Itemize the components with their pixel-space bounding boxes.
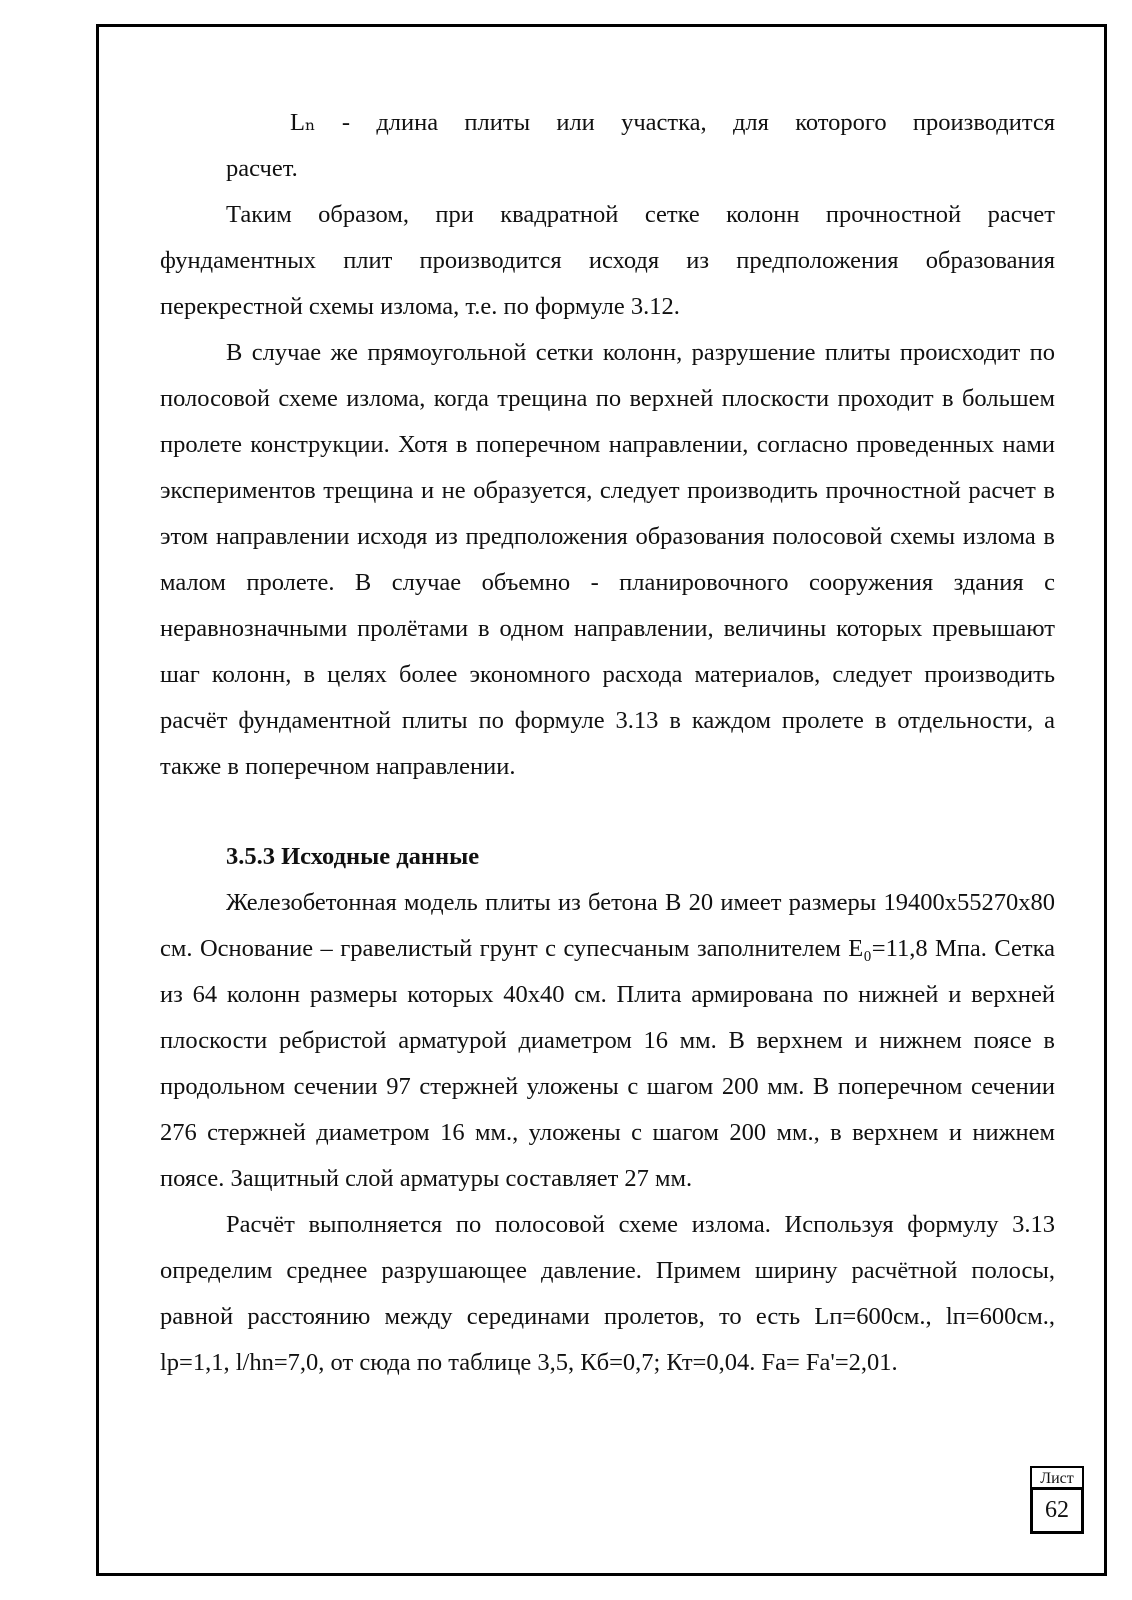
paragraph: Расчёт выполняется по полосовой схеме излома. Используя формулу 3.13 определим среднее разрушающее давление. Примем ширину расчётной полосы, равной расстоянию между серединами пролетов, то есть Lп=600см., lп=600см., lр=1,1, l/hn=7,0, от сюда по таблице 3,5, Кб=0,7; Кт=0,04. Fа= Fа'=2,01. <box>160 1211 1055 1376</box>
page-stamp <box>1030 1466 1084 1534</box>
section-heading: 3.5.3 Исходные данные <box>226 843 480 870</box>
paragraph-line: Lₙ - длина плиты или участка, для которого производится <box>290 109 1055 136</box>
paragraph: Таким образом, при квадратной сетке колонн прочностной расчет фундаментных плит производится исходя из предположения образования перекрестной схемы излома, т.е. по формуле 3.12. <box>160 201 1055 320</box>
paragraph: Железобетонная модель плиты из бетона В 20 имеет размеры 19400х55270х80 см. Основание – гравелистый грунт с супесчаным заполнителем E₀=11,8 Мпа. Сетка из 64 колонн размеры которых 40х40 см. Плита армирована по нижней и верхней плоскости ребристой арматурой диаметром 16 мм. В верхнем и нижнем поясе в продольном сечении 97 стержней уложены с шагом 200 мм. В поперечном сечении 276 стержней диаметром 16 мм., уложены с шагом 200 мм., в верхнем и нижнем поясе. Защитный слой арматуры составляет 27 мм. <box>160 889 1055 1192</box>
document-body <box>160 100 1055 1386</box>
sheet-label: Лист <box>1030 1466 1084 1488</box>
paragraph-continuation <box>160 100 1055 192</box>
paragraph-line: расчет. <box>226 155 298 182</box>
paragraph: В случае же прямоугольной сетки колонн, разрушение плиты происходит по полосовой схеме излома, когда трещина по верхней плоскости проходит в большем пролете конструкции. Хотя в поперечном направлении, согласно проведенных нами экспериментов трещина и не образуется, следует производить прочностной расчет в этом направлении исходя из предположения образования полосовой схемы излома в малом пролете. В случае объемно - планировочного сооружения здания с неравнозначными пролётами в одном направлении, величины которых превышают шаг колонн, в целях более экономного расхода материалов, следует производить расчёт фундаментной плиты по формуле 3.13 в каждом пролете в отдельности, а также в поперечном направлении. <box>160 339 1055 780</box>
page-number: 62 <box>1030 1488 1084 1534</box>
